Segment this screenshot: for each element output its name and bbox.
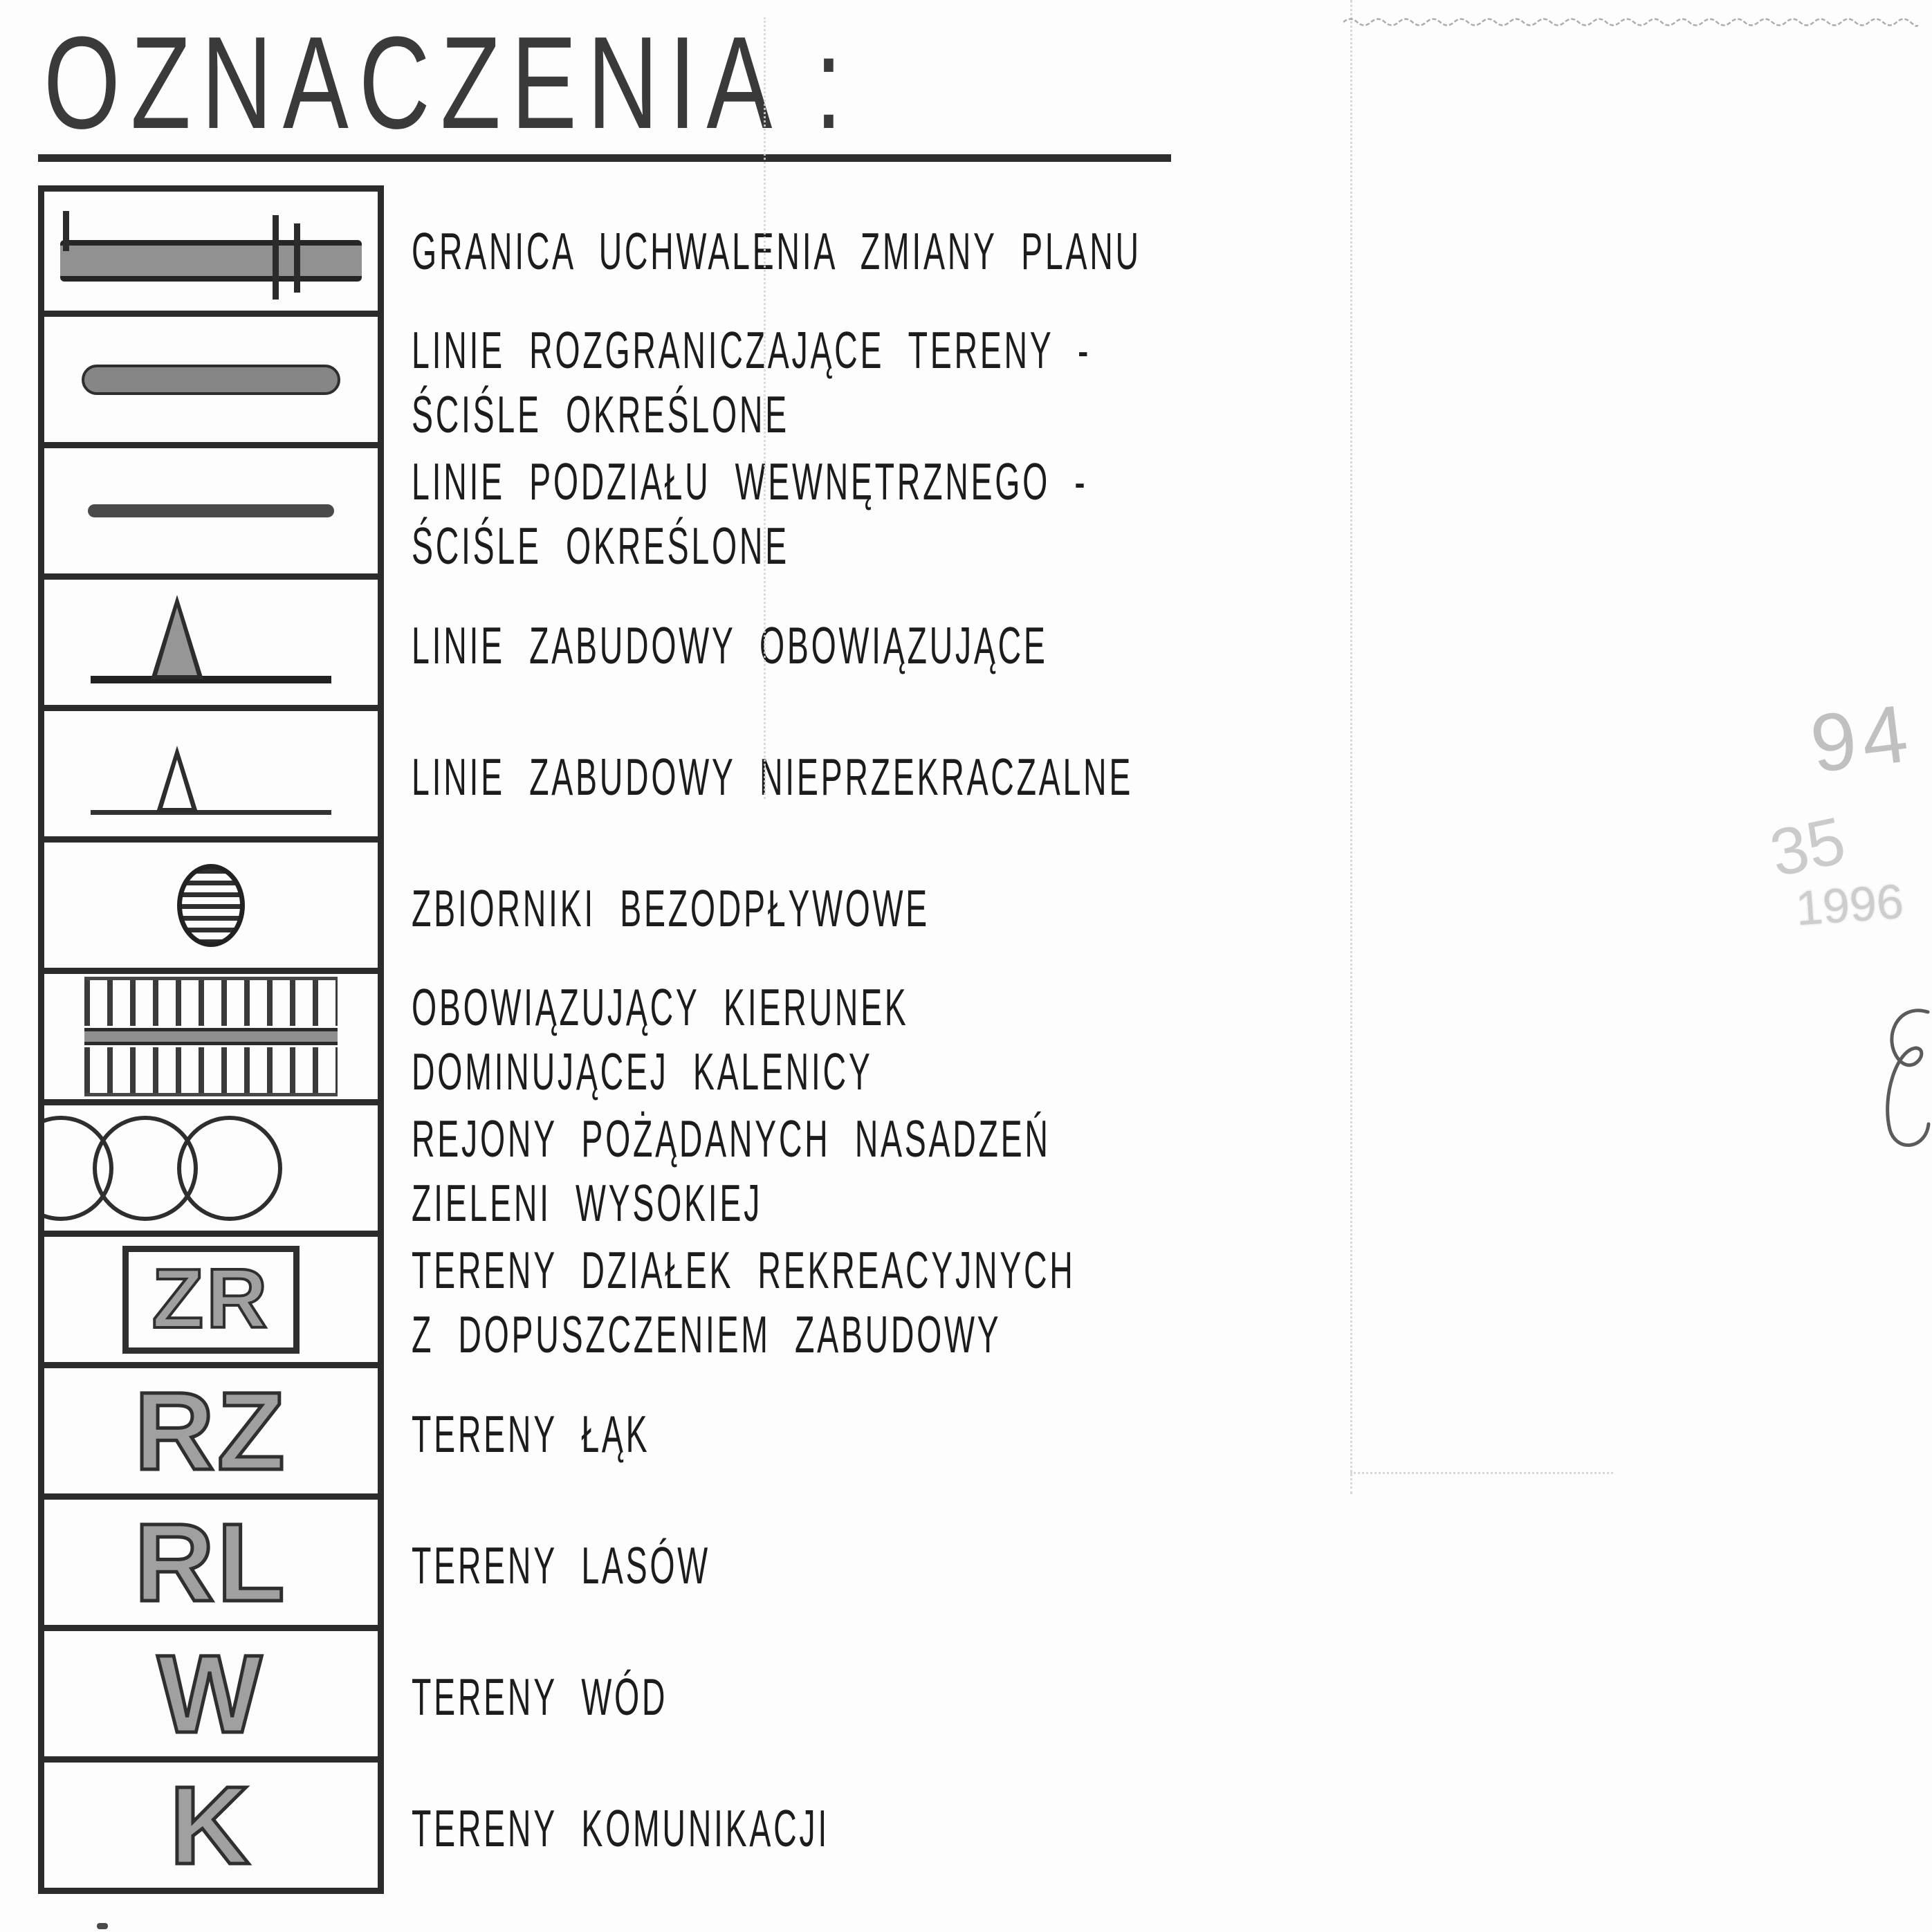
label-cell (384, 448, 1588, 580)
legend-row (38, 580, 1588, 711)
label-cell (384, 185, 1588, 317)
symbol-cell (38, 974, 384, 1105)
label-cell (384, 974, 1588, 1105)
scan-speck (97, 1923, 108, 1929)
tree-circle (177, 1116, 282, 1221)
legend-row (38, 448, 1588, 580)
ridge-hatch-top (84, 977, 338, 1026)
triangle-outline-hollow (163, 760, 192, 808)
zone-code: RZ (134, 1368, 288, 1493)
zone-code: W (157, 1631, 265, 1756)
legend-label-line: ŚCIŚLE OKREŚLONE (412, 517, 789, 575)
dotted-guide-vertical (1350, 0, 1352, 1494)
triangle-filled-fill (157, 607, 197, 675)
label-cell (384, 711, 1588, 843)
boundary-band (60, 240, 361, 282)
separating-line-symbol (82, 365, 340, 395)
legend-label-line: ZBIORNIKI BEZODPŁYWOWE (412, 878, 930, 937)
symbol-cell (38, 1237, 384, 1368)
ridge-hatch-bottom (84, 1047, 338, 1096)
building-line-limit-symbol (91, 722, 331, 826)
legend-label-line: TERENY LASÓW (412, 1536, 710, 1594)
dotted-guide-vertical (764, 17, 766, 799)
base-line (91, 676, 331, 683)
legend-label-line: GRANICA UCHWALENIA ZMIANY PLANU (412, 221, 1141, 280)
label-cell (384, 1500, 1588, 1631)
label-cell (384, 580, 1588, 711)
ridge-direction-symbol (84, 977, 338, 1096)
legend-row (38, 185, 1588, 317)
legend-row (38, 843, 1588, 974)
legend-label-line: ŚCIŚLE OKREŚLONE (412, 385, 789, 443)
boundary-tick (273, 215, 279, 300)
scan-scribble-line (1343, 7, 1932, 35)
legend-row (38, 1105, 1588, 1237)
symbol-cell (38, 1105, 384, 1237)
symbol-cell (38, 448, 384, 580)
legend-table (38, 185, 1588, 1894)
legend-row (38, 317, 1588, 448)
legend-row (38, 974, 1588, 1105)
zone-code: K (169, 1763, 252, 1887)
legend-label-line: REJONY POŻĄDANYCH NASADZEŃ (412, 1110, 1051, 1168)
legend-label-line: TERENY DZIAŁEK REKREACYJNYCH (412, 1241, 1076, 1299)
greenery-circles-symbol (44, 1113, 378, 1224)
zone-code-box (122, 1246, 300, 1354)
label-cell (384, 1368, 1588, 1500)
symbol-cell (38, 1500, 384, 1631)
label-cell (384, 1105, 1588, 1237)
legend-label-line: OBOWIĄZUJĄCY KIERUNEK (412, 978, 909, 1036)
boundary-tick (294, 223, 300, 293)
base-line (91, 810, 331, 815)
symbol-cell (38, 317, 384, 448)
zone-code: RL (134, 1500, 288, 1624)
dotted-guide-horizontal (1350, 1472, 1613, 1474)
legend-row (38, 1763, 1588, 1894)
legend-label-line: TERENY ŁĄK (412, 1404, 650, 1463)
faint-stamp-number: 35 (1763, 803, 1852, 891)
page-title-underline (38, 10, 1171, 162)
internal-division-line-symbol (88, 504, 335, 517)
symbol-cell (38, 580, 384, 711)
label-cell (384, 1763, 1588, 1894)
symbol-cell (38, 711, 384, 843)
faint-stamp-number: 94 (1805, 687, 1918, 791)
symbol-cell (38, 185, 384, 317)
ridge-band (84, 1028, 338, 1045)
legend-label-line: DOMINUJĄCEJ KALENICY (412, 1042, 873, 1101)
legend-label-line: TERENY WÓD (412, 1667, 668, 1726)
label-cell (384, 1237, 1588, 1368)
legend-row (38, 1368, 1588, 1500)
legend-label-line: LINIE ROZGRANICZAJĄCE TERENY - (412, 321, 1092, 379)
faint-stamp-year: 1996 (1794, 874, 1906, 936)
label-cell (384, 317, 1588, 448)
page-title: OZNACZENIA : (44, 10, 853, 156)
legend-row (38, 1631, 1588, 1763)
zone-code: ZR (151, 1251, 270, 1345)
legend-label-line: ZIELENI WYSOKIEJ (412, 1174, 763, 1232)
legend-label-line: LINIE ZABUDOWY OBOWIĄZUJĄCE (412, 616, 1048, 674)
legend-row (38, 1500, 1588, 1631)
symbol-cell (38, 1631, 384, 1763)
symbol-cell (38, 1763, 384, 1894)
legend-row (38, 1237, 1588, 1368)
handwritten-mark (1876, 1006, 1932, 1159)
label-cell (384, 1631, 1588, 1763)
plan-boundary-symbol (57, 203, 364, 300)
symbol-cell (38, 843, 384, 974)
legend-label-line: LINIE PODZIAŁU WEWNĘTRZNEGO - (412, 452, 1088, 510)
symbol-cell (38, 1368, 384, 1500)
legend-label-line: LINIE ZABUDOWY NIEPRZEKRACZALNE (412, 747, 1134, 806)
legend-label-line: Z DOPUSZCZENIEM ZABUDOWY (412, 1305, 1002, 1363)
legend-row (38, 711, 1588, 843)
boundary-tick (63, 211, 69, 251)
legend-label-line: TERENY KOMUNIKACJI (412, 1798, 830, 1857)
label-cell (384, 843, 1588, 974)
building-line-mandatory-symbol (91, 591, 331, 694)
cesspool-tank-symbol (177, 864, 245, 947)
